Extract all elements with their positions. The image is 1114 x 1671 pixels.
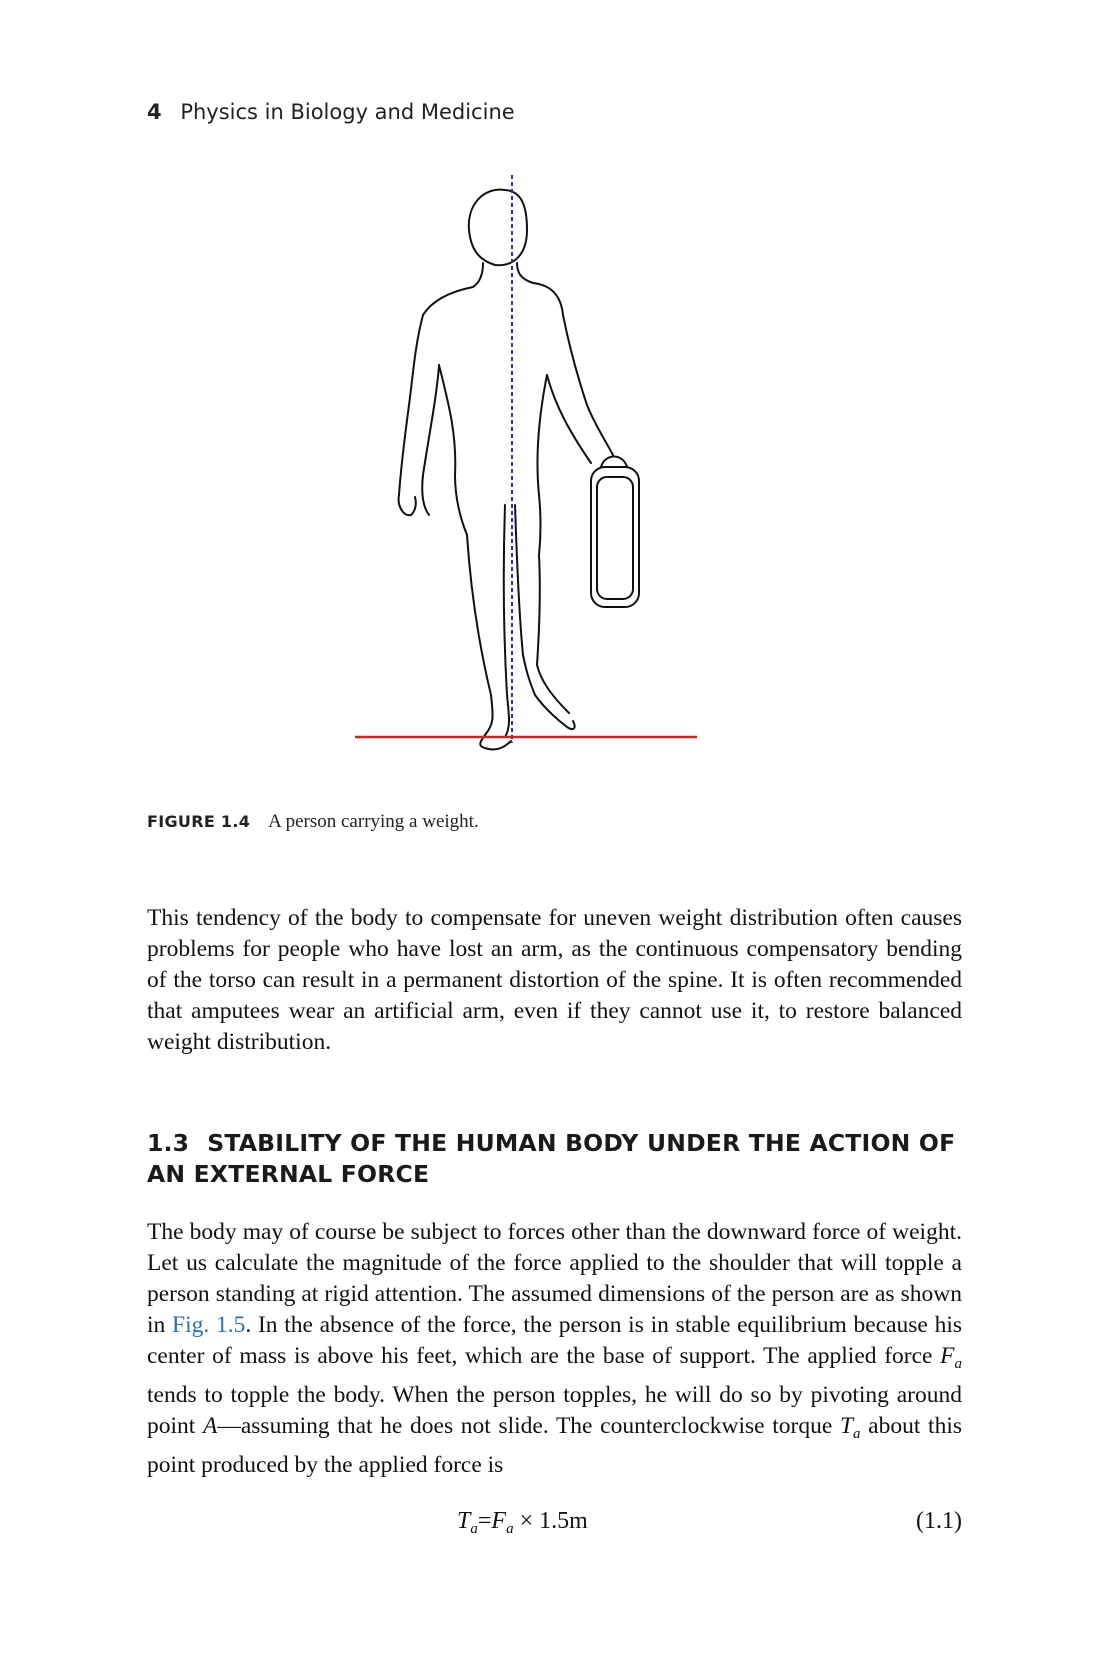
left-shoulder-outline — [423, 263, 483, 315]
section-heading — [147, 1128, 967, 1190]
torque-symbol: T — [839, 1413, 854, 1439]
running-title: Physics in Biology and Medicine — [180, 100, 515, 124]
force-subscript: a — [954, 1356, 962, 1372]
equation-1-1 — [147, 1508, 962, 1539]
torque-subscript: a — [853, 1426, 861, 1442]
person-carrying-weight-drawing — [355, 175, 755, 800]
figure-reference-link[interactable]: Fig. 1.5 — [172, 1312, 246, 1338]
body-paragraph-2 — [147, 1217, 962, 1481]
equation-lhs-subscript: a — [470, 1521, 478, 1537]
right-arm-outer — [563, 315, 613, 455]
right-leg-outer — [537, 555, 569, 713]
point-symbol: A — [202, 1413, 218, 1439]
left-leg-inner — [504, 505, 509, 737]
page-number: 4 — [147, 100, 162, 124]
suitcase-body — [591, 467, 639, 607]
paragraph2-text-4: —assuming that he does not slide. The counterclockwise torque — [217, 1413, 840, 1439]
paragraph2-text-3: tends to topple the body. When the person topples, he will do so by pivoting around point — [147, 1382, 962, 1439]
torso-right — [537, 375, 547, 555]
suitcase-panel — [597, 477, 633, 599]
left-leg-outer — [467, 535, 493, 735]
figure-caption-text: A person carrying a weight. — [268, 811, 479, 832]
equation-body — [457, 1508, 588, 1538]
section-title: STABILITY OF THE HUMAN BODY UNDER THE ACTION OF AN EXTERNAL FORCE — [147, 1129, 956, 1188]
suitcase-handle — [601, 457, 627, 468]
right-shoulder-outline — [517, 263, 563, 315]
right-leg-inner — [515, 505, 535, 695]
equation-rhs-subscript: a — [506, 1521, 514, 1537]
figure-caption — [147, 811, 479, 833]
equation-lhs: T — [457, 1508, 471, 1534]
torso-left — [439, 365, 467, 535]
force-symbol: F — [940, 1343, 955, 1369]
paragraph2-text-5: about this point produced by the applied force is — [147, 1413, 963, 1478]
section-number: 1.3 — [147, 1129, 190, 1157]
paragraph2-text-1: The body may of course be subject to forces other than the downward force of weight. Let us calculate the magnitude of the force applied to the shoulder that will topple a person standing at rigid attention. The assumed dimensions of the person are as shown in — [147, 1219, 962, 1338]
running-header — [147, 100, 515, 124]
figure-label: FIGURE 1.4 — [147, 812, 251, 831]
body-paragraph-1: This tendency of the body to compensate for uneven weight distribution often causes problems for people who have lost an arm, as the continuous compensatory bending of the torso can result in a permanent distortion of the spine. It is often recommended that amputees wear an artificial arm, even if they cannot use it, to restore balanced weight distribution. — [147, 905, 962, 1055]
equation-value: 1.5m — [539, 1508, 588, 1534]
head-outline — [469, 190, 527, 266]
left-arm-outer — [399, 315, 423, 515]
left-arm-inner — [422, 365, 439, 515]
equation-times: × — [513, 1508, 540, 1534]
right-arm-inner — [547, 375, 591, 463]
equation-rhs: F — [491, 1508, 507, 1534]
figure-illustration — [355, 175, 755, 800]
equation-equals: = — [477, 1508, 492, 1534]
person-outline — [399, 190, 639, 750]
equation-number: (1.1) — [916, 1508, 962, 1534]
paragraph2-text-2: . In the absence of the force, the person is in stable equilibrium because his center of mass is above his feet, which are the base of support. The applied force — [147, 1312, 962, 1369]
